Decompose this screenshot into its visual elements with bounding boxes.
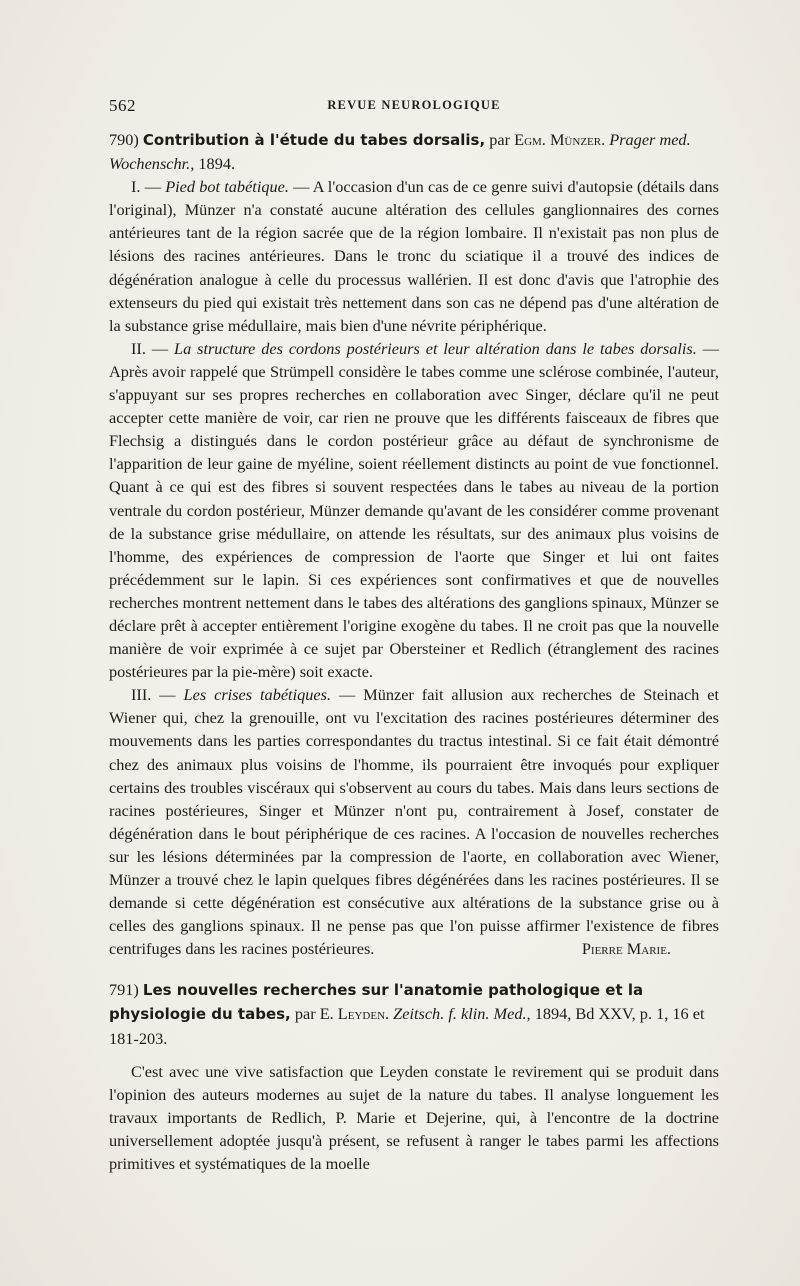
article-journal: Prager med. Wochenschr., xyxy=(109,130,691,174)
section-heading: Pied bot tabétique. xyxy=(165,177,289,197)
article-791-heading xyxy=(109,978,719,1049)
section-heading: La structure des cordons postérieurs et leur altération dans le tabes dorsalis. xyxy=(174,338,697,358)
section-text: — A l'occasion d'un cas de ce genre suivi d'autopsie (détails dans l'original), Münzer n'a constaté aucune altération des cellules ganglionnaires des cornes antérieures tant de la région sacrée que de la région lombaire. Il n'existait pas non plus de lésions des racines antérieures. Dans le tronc du sciatique il a trouvé des indices de dégénération analogue à celle du processus wallérien. Il est donc d'avis que l'atrophie des extenseurs du pied qui existait très nettement dans son cas ne dépend pas d'une altération de la substance grise médullaire, mais bien d'une névrite périphérique. xyxy=(109,177,719,335)
paragraph-structure xyxy=(109,337,719,683)
section-text: — Après avoir rappelé que Strümpell considère le tabes comme une sclérose combinée, l'auteur, s'appuyant sur ses propres recherches en collaboration avec Singer, déclare qu'il ne peut accepter cette manière de voir, car rien ne prouve que les différents faisceaux de fibres que Flechsig a distingués dans le cordon postérieur grâce au défaut de synchronisme de l'apparition de leur gaine de myéline, soient réellement distincts au point de vue fonctionnel. Quant à ce qui est des fibres si souvent respectées dans le tabes au niveau de la portion ventrale du cordon postérieur, Münzer demande qu'avant de les considérer comme provenant de la substance grise médullaire, on attende les résultats, sur des animaux plus voisins de l'homme, des expériences de compression de l'aorte que Singer et lui ont faites précédemment sur le lapin. Si ces expériences sont confirmatives et que de nouvelles recherches montrent nettement dans le tabes des altérations des ganglions spinaux, Münzer se déclare prêt à accepter entièrement l'origine exogène du tabes. Il ne croit pas que la nouvelle manière de voir exprimée à ce sujet par Obersteiner et Redlich (étranglement des racines postérieures par la pie-mère) soit exacte. xyxy=(109,338,719,682)
paragraph-crises xyxy=(109,683,719,960)
page-body xyxy=(109,128,719,1175)
article-790-heading xyxy=(109,128,719,175)
by-word: par xyxy=(294,1004,316,1024)
signature: Pierre Marie. xyxy=(581,939,671,959)
article-number: 790) xyxy=(109,130,139,149)
article-separator xyxy=(109,960,719,978)
page-header xyxy=(109,96,719,118)
article-author: E. Leyden. xyxy=(319,1004,390,1024)
paragraph-pied-bot xyxy=(109,175,719,337)
article-journal: Zeitsch. f. klin. Med., xyxy=(393,1004,531,1024)
running-title: REVUE NEUROLOGIQUE xyxy=(327,98,501,112)
article-year: 1894. xyxy=(198,154,236,174)
article-number: 791) xyxy=(109,980,139,1000)
by-word: par xyxy=(489,130,511,149)
section-lead: III. — xyxy=(131,685,176,705)
article-author: Egm. Münzer. xyxy=(514,130,606,149)
section-text: — Münzer fait allusion aux recherches de Steinach et Wiener qui, chez la grenouille, ont vu l'excitation des racines postérieures déterminer des mouvements dans les parties correspondantes du tractus intestinal. Si ce fait était démontré chez des animaux plus voisins de l'homme, ils pourraient être invoqués pour expliquer certains des troubles viscéraux qui s'observent au cours du tabes. Mais dans leurs sections de racines postérieures, Singer et Münzer n'ont pu, contrairement à Josef, constater de dégénération dans le bout périphérique de ces racines. A l'occasion de nouvelles recherches sur les lésions déterminées par la compression de l'aorte, en collaboration avec Wiener, Münzer a trouvé chez le lapin quelques fibres dégénérées dans les racines postérieures. Il se demande si cette dégénération est consécutive aux altérations de la substance grise ou à celles des ganglions spinaux. Il ne pense pas que l'on puisse affirmer l'existence de fibres centrifuges dans les racines postérieures. xyxy=(109,685,720,959)
section-lead: II. — xyxy=(131,338,169,358)
paragraph-leyden xyxy=(109,1060,719,1175)
article-title: Les nouvelles recherches sur l'anatomie pathologique et la physiologie du tabes, xyxy=(109,981,644,1024)
page-number: 562 xyxy=(109,96,136,115)
section-heading: Les crises tabétiques. xyxy=(183,685,332,705)
article-title: Contribution à l'étude du tabes dorsalis, xyxy=(142,131,486,149)
section-lead: I. — xyxy=(131,177,161,197)
article-reference: 1894, Bd XXV, p. 1, 16 et 181-203. xyxy=(109,1004,705,1048)
article-text: C'est avec une vive satisfaction que Leyden constate le revirement qui se produit dans l'opinion des auteurs modernes au sujet de la nature du tabes. Il analyse longuement les travaux importants de Redlich, P. Marie et Dejerine, qui, à l'encontre de la doctrine universellement adoptée jusqu'à présent, se refusent à ranger le tabes parmi les affections primitives et systématiques de la moelle xyxy=(109,1061,719,1174)
